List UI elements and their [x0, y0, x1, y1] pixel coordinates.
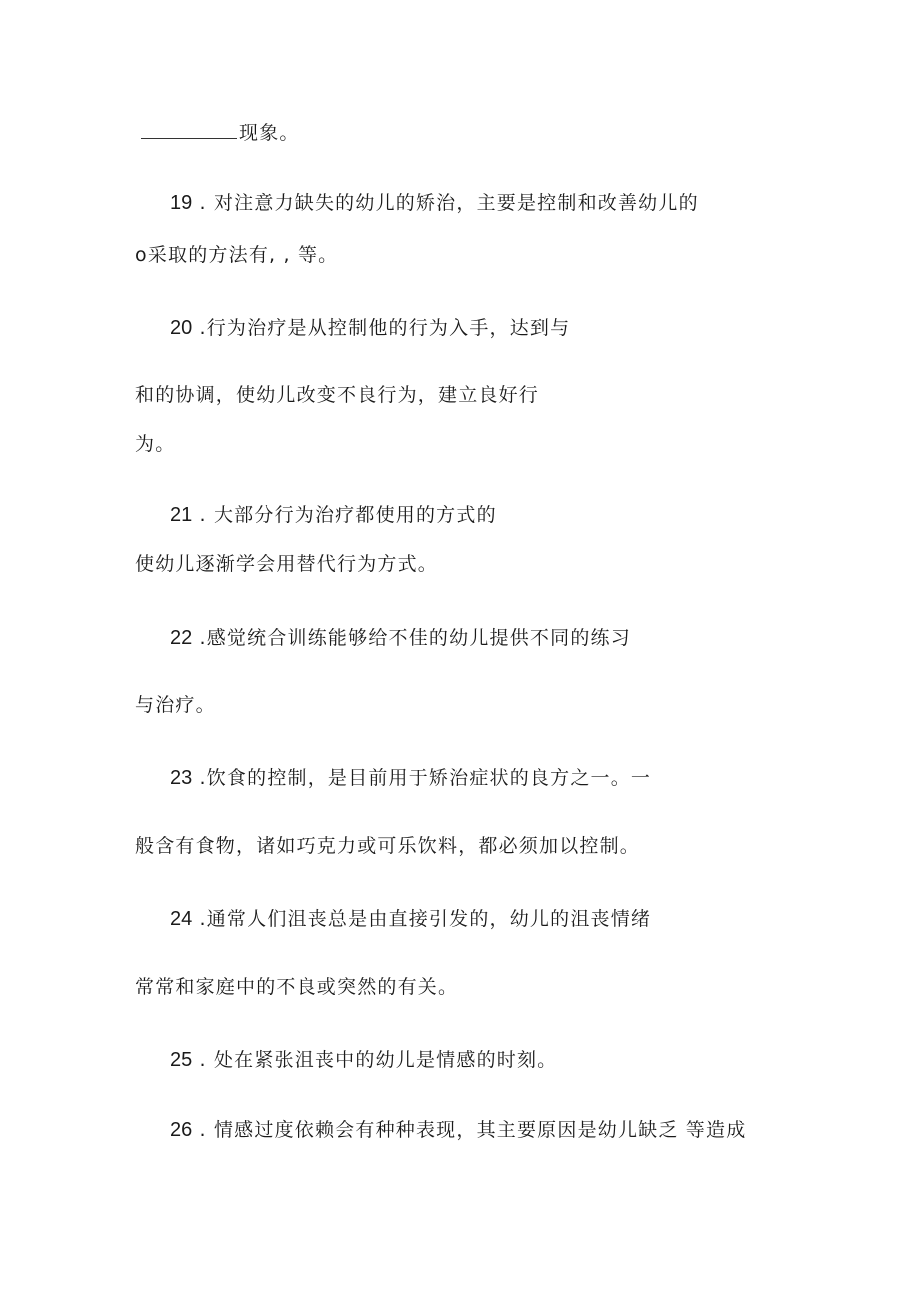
top-fragment-line — [141, 120, 300, 146]
item-24-line-2 — [135, 974, 458, 1000]
item-24-line-1 — [170, 906, 651, 932]
item-25-number: 25 — [170, 1049, 193, 1071]
item-23-number: 23 — [170, 767, 193, 789]
item-19-number: 19 — [170, 192, 193, 214]
item-21-text-2: 使幼儿逐渐学会用替代行为方式。 — [135, 553, 439, 575]
item-22-text-1: .感觉统合训练能够给不佳的幼儿提供不同的练习 — [192, 627, 631, 649]
item-24-text-2: 常常和家庭中的不良或突然的有关。 — [135, 976, 459, 998]
item-24-text-1: .通常人们沮丧总是由直接引发的，幼儿的沮丧情绪 — [192, 908, 652, 930]
item-23-text-2: 般含有食物，诸如巧克力或可乐饮料，都必须加以控制。 — [135, 835, 641, 857]
item-19-line-2 — [135, 242, 338, 268]
item-20-text-2: 和的协调，使幼儿改变不良行为，建立良好行 — [135, 384, 540, 406]
item-21-line-2 — [135, 551, 438, 577]
item-20-text-1: .行为治疗是从控制他的行为入手，达到与 — [192, 317, 571, 339]
item-23-line-1 — [170, 765, 651, 791]
top-fragment-text: 现象。 — [239, 122, 300, 144]
item-20-line-1 — [170, 315, 570, 341]
item-20-line-3 — [135, 431, 175, 457]
item-23-text-1: .饮食的控制，是目前用于矫治症状的良方之一。一 — [192, 767, 652, 789]
item-25-text-1: . 处在紧张沮丧中的幼儿是情感的时刻。 — [192, 1049, 558, 1071]
item-20-line-2 — [135, 382, 539, 408]
item-26-line-1 — [170, 1117, 746, 1143]
item-19-text-1: . 对注意力缺失的幼儿的矫治，主要是控制和改善幼儿的 — [192, 192, 699, 214]
item-20-text-3: 为。 — [135, 433, 176, 455]
fill-blank — [141, 122, 237, 139]
item-24-number: 24 — [170, 908, 193, 930]
item-22-number: 22 — [170, 627, 193, 649]
item-23-line-2 — [135, 833, 640, 859]
item-22-line-1 — [170, 625, 631, 651]
item-26-text-1: . 情感过度依赖会有种种表现，其主要原因是幼儿缺乏 等造成 — [192, 1119, 747, 1141]
item-19-line-1 — [170, 190, 699, 216]
item-20-number: 20 — [170, 317, 193, 339]
item-26-number: 26 — [170, 1119, 193, 1141]
item-19-text-2: o采取的方法有, , 等。 — [135, 244, 339, 266]
item-25-line-1 — [170, 1047, 557, 1073]
item-21-line-1 — [170, 502, 497, 528]
item-22-text-2: 与治疗。 — [135, 694, 216, 716]
item-22-line-2 — [135, 692, 216, 718]
item-21-text-1: . 大部分行为治疗都使用的方式的 — [192, 504, 497, 526]
item-21-number: 21 — [170, 504, 193, 526]
